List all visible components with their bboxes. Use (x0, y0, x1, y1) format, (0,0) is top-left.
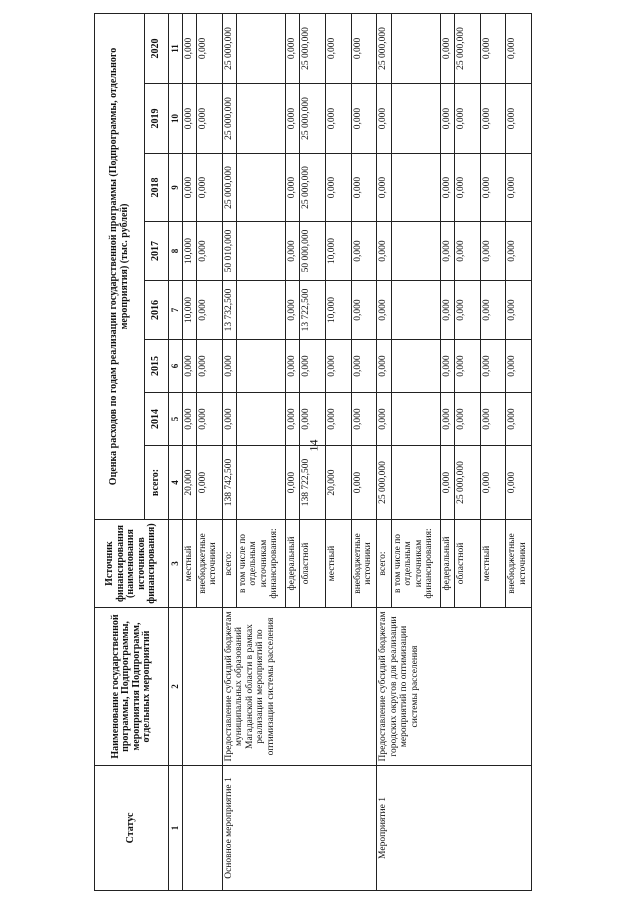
value-cell: 0,000 (326, 340, 352, 393)
value-cell: 0,000 (377, 154, 391, 222)
value-cell: 13 732,500 (222, 281, 236, 340)
value-cell: 25 000,000 (222, 84, 236, 154)
value-cell: 0,000 (196, 84, 222, 154)
value-cell: 0,000 (440, 154, 454, 222)
header-year: 2019 (145, 84, 169, 154)
status-cell-empty (182, 766, 222, 891)
header-row-1 (95, 13, 145, 890)
value-cell: 0,000 (286, 84, 300, 154)
table-row (222, 13, 236, 890)
value-cell (236, 393, 285, 446)
value-cell: 0,000 (455, 84, 481, 154)
column-number: 1 (169, 766, 183, 891)
value-cell (236, 340, 285, 393)
value-cell: 0,000 (506, 222, 532, 281)
value-cell (391, 222, 440, 281)
column-number: 5 (169, 393, 183, 446)
source-cell: местный (326, 520, 352, 608)
budget-table (94, 13, 532, 891)
value-cell: 50 000,000 (300, 222, 326, 281)
source-cell: всего: (222, 520, 236, 608)
page-number: 14 (306, 439, 321, 452)
header-year: 2015 (145, 340, 169, 393)
name-cell: Предоставление субсидий бюджетам муниципальных образований Магаданской области в рамках реализации мероприятий по оптимизации системы расселения (222, 608, 377, 766)
header-status: Статус (95, 766, 169, 891)
name-cell-empty (182, 608, 222, 766)
column-number: 3 (169, 520, 183, 608)
source-cell: областной (455, 520, 481, 608)
value-cell: 0,000 (377, 222, 391, 281)
value-cell: 10,000 (326, 281, 352, 340)
value-cell: 0,000 (480, 13, 506, 83)
column-number: 10 (169, 84, 183, 154)
source-cell: областной (300, 520, 326, 608)
value-cell: 0,000 (351, 446, 377, 520)
header-year: 2017 (145, 222, 169, 281)
value-cell: 0,000 (351, 13, 377, 83)
value-cell: 0,000 (506, 281, 532, 340)
value-cell: 0,000 (480, 340, 506, 393)
value-cell: 0,000 (196, 154, 222, 222)
value-cell (391, 154, 440, 222)
header-year: 2020 (145, 13, 169, 83)
value-cell: 0,000 (377, 393, 391, 446)
value-cell (236, 84, 285, 154)
value-cell: 0,000 (440, 281, 454, 340)
value-cell: 10,000 (182, 222, 196, 281)
value-cell: 0,000 (222, 340, 236, 393)
value-cell: 0,000 (455, 393, 481, 446)
value-cell (391, 446, 440, 520)
value-cell: 25 000,000 (377, 446, 391, 520)
value-cell: 25 000,000 (300, 84, 326, 154)
value-cell: 0,000 (455, 222, 481, 281)
value-cell: 0,000 (182, 393, 196, 446)
header-name: Наименование государственной программы, Подпрограммы, мероприятия Подпрограмм, отдельных мероприятий (95, 608, 169, 766)
value-cell: 13 722,500 (300, 281, 326, 340)
value-cell (391, 393, 440, 446)
source-cell: внебюджетные источники (351, 520, 377, 608)
table-row (182, 13, 196, 890)
value-cell: 0,000 (480, 154, 506, 222)
value-cell: 0,000 (196, 446, 222, 520)
column-number: 9 (169, 154, 183, 222)
column-number: 4 (169, 446, 183, 520)
value-cell: 0,000 (480, 393, 506, 446)
value-cell: 25 000,000 (300, 154, 326, 222)
value-cell: 0,000 (351, 222, 377, 281)
value-cell: 0,000 (440, 446, 454, 520)
value-cell: 0,000 (351, 154, 377, 222)
value-cell: 0,000 (196, 340, 222, 393)
value-cell: 0,000 (196, 13, 222, 83)
value-cell: 20,000 (182, 446, 196, 520)
value-cell: 138 742,500 (222, 446, 236, 520)
value-cell: 10,000 (182, 281, 196, 340)
value-cell: 0,000 (377, 84, 391, 154)
value-cell (236, 13, 285, 83)
header-total: всего: (145, 446, 169, 520)
value-cell: 0,000 (440, 393, 454, 446)
value-cell: 0,000 (440, 340, 454, 393)
value-cell: 0,000 (506, 13, 532, 83)
value-cell: 0,000 (480, 281, 506, 340)
value-cell: 25 000,000 (455, 13, 481, 83)
value-cell: 0,000 (286, 154, 300, 222)
header-estimate: Оценка расходов по годам реализации государственной программы (Подпрограммы, отдельного мероприятия) (тыс. рублей) (95, 13, 145, 519)
value-cell: 25 000,000 (222, 13, 236, 83)
source-cell: внебюджетные источники (196, 520, 222, 608)
value-cell: 0,000 (455, 281, 481, 340)
source-cell: федеральный (286, 520, 300, 608)
value-cell: 138 722,500 (300, 446, 326, 520)
value-cell: 0,000 (377, 281, 391, 340)
value-cell: 0,000 (196, 222, 222, 281)
value-cell: 0,000 (182, 154, 196, 222)
value-cell (236, 281, 285, 340)
name-cell: Предоставление субсидий бюджетам городских округов для реализации мероприятий по оптимизации системы расселения (377, 608, 532, 766)
value-cell: 25 000,000 (222, 154, 236, 222)
header-year: 2018 (145, 154, 169, 222)
value-cell: 0,000 (351, 84, 377, 154)
value-cell: 25 000,000 (455, 446, 481, 520)
value-cell: 0,000 (455, 154, 481, 222)
source-cell: местный (182, 520, 196, 608)
source-cell: в том числе по отдельным источникам финансирования: (391, 520, 440, 608)
value-cell (236, 446, 285, 520)
value-cell: 0,000 (377, 340, 391, 393)
status-cell: Мероприятие 1 (377, 766, 532, 891)
value-cell: 20,000 (326, 446, 352, 520)
header-year: 2016 (145, 281, 169, 340)
value-cell (391, 13, 440, 83)
source-cell: в том числе по отдельным источникам финансирования: (236, 520, 285, 608)
value-cell: 0,000 (440, 13, 454, 83)
value-cell: 0,000 (196, 281, 222, 340)
value-cell: 0,000 (455, 340, 481, 393)
header-year: 2014 (145, 393, 169, 446)
column-number: 2 (169, 608, 183, 766)
value-cell: 25 000,000 (300, 13, 326, 83)
value-cell (391, 281, 440, 340)
value-cell: 0,000 (196, 393, 222, 446)
value-cell (391, 340, 440, 393)
value-cell: 0,000 (286, 222, 300, 281)
column-number-row (169, 13, 183, 890)
value-cell: 0,000 (182, 84, 196, 154)
value-cell: 0,000 (351, 340, 377, 393)
value-cell: 0,000 (286, 13, 300, 83)
value-cell: 0,000 (182, 340, 196, 393)
value-cell: 0,000 (286, 281, 300, 340)
value-cell: 50 010,000 (222, 222, 236, 281)
value-cell: 0,000 (480, 222, 506, 281)
column-number: 8 (169, 222, 183, 281)
value-cell: 0,000 (286, 393, 300, 446)
value-cell: 0,000 (440, 222, 454, 281)
column-number: 6 (169, 340, 183, 393)
value-cell: 0,000 (182, 13, 196, 83)
value-cell: 25 000,000 (377, 13, 391, 83)
table-row (377, 13, 391, 890)
value-cell: 0,000 (351, 281, 377, 340)
value-cell: 10,000 (326, 222, 352, 281)
source-cell: местный (480, 520, 506, 608)
value-cell: 0,000 (480, 84, 506, 154)
value-cell: 0,000 (506, 446, 532, 520)
value-cell: 0,000 (326, 393, 352, 446)
value-cell: 0,000 (506, 340, 532, 393)
rotated-table-wrapper (94, 14, 532, 891)
value-cell: 0,000 (506, 393, 532, 446)
value-cell: 0,000 (300, 393, 326, 446)
value-cell: 0,000 (440, 84, 454, 154)
value-cell (236, 154, 285, 222)
value-cell: 0,000 (326, 13, 352, 83)
value-cell: 0,000 (300, 340, 326, 393)
column-number: 11 (169, 13, 183, 83)
value-cell: 0,000 (286, 446, 300, 520)
value-cell: 0,000 (286, 340, 300, 393)
status-cell: Основное мероприятие 1 (222, 766, 377, 891)
source-cell: федеральный (440, 520, 454, 608)
source-cell: внебюджетные источники (506, 520, 532, 608)
value-cell (236, 222, 285, 281)
header-source: Источник финансирования (наименования источников финансирования) (95, 520, 169, 608)
budget-table-page (94, 14, 532, 891)
value-cell (391, 84, 440, 154)
value-cell: 0,000 (222, 393, 236, 446)
value-cell: 0,000 (506, 84, 532, 154)
value-cell: 0,000 (506, 154, 532, 222)
value-cell: 0,000 (480, 446, 506, 520)
value-cell: 0,000 (351, 393, 377, 446)
source-cell: всего: (377, 520, 391, 608)
value-cell: 0,000 (326, 84, 352, 154)
column-number: 7 (169, 281, 183, 340)
value-cell: 0,000 (326, 154, 352, 222)
